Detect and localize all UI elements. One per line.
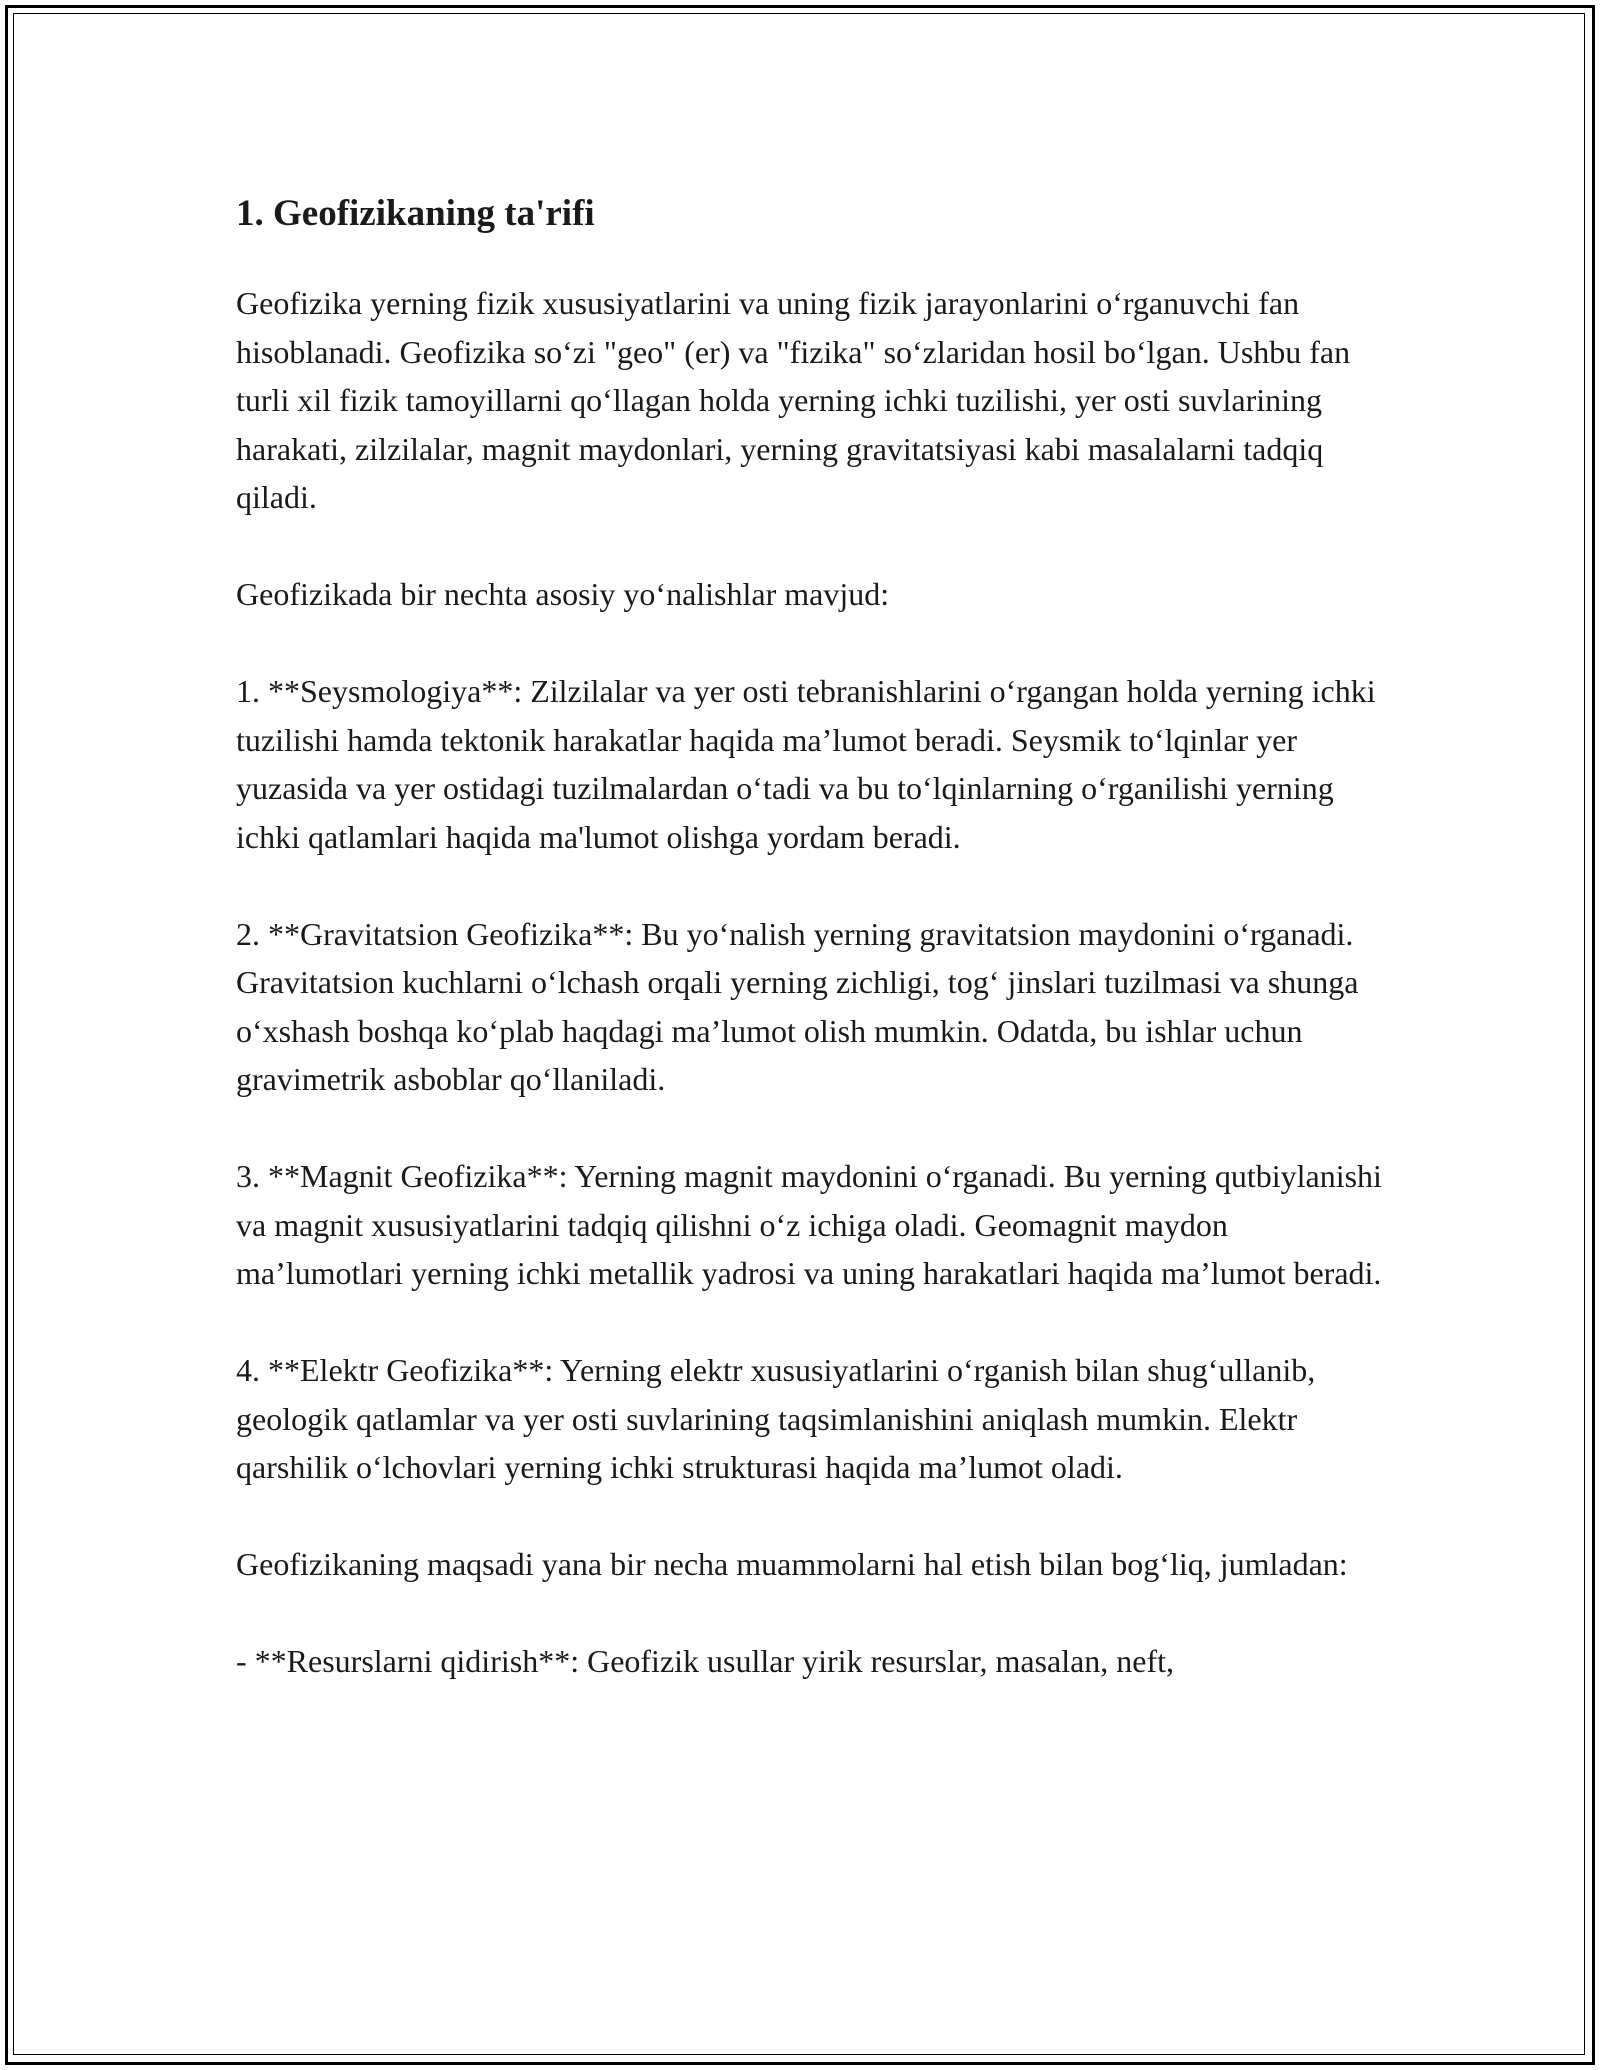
list-item-magnetic: 3. **Magnit Geofizika**: Yerning magnit maydonini o‘rganadi. Bu yerning qutbiylanishi va magnit xususiyatlarini tadqiq qilishni o‘z ichiga oladi. Geomagnit maydon ma’lumotlari yerning ichki metallik yadrosi va uning harakatlari haqida ma’lumot beradi.	[236, 1158, 1382, 1291]
list-item-electric: 4. **Elektr Geofizika**: Yerning elektr xususiyatlarini o‘rganish bilan shug‘ullanib, geologik qatlamlar va yer osti suvlarining taqsimlanishini aniqlash mumkin. Elektr qarshilik o‘lchovlari yerning ichki strukturasi haqida ma’lumot oladi.	[236, 1352, 1316, 1485]
paragraph-definition: Geofizika yerning fizik xususiyatlarini va uning fizik jarayonlarini o‘rganuvchi fan hisoblanadi. Geofizika so‘zi "geo" (er) va "fizika" so‘zlaridan hosil bo‘lgan. Ushbu fan turli xil fizik tamoyillarni qo‘llagan holda yerning ichki tuzilishi, yer osti suvlarining harakati, zilzilalar, magnit maydonlari, yerning gravitatsiyasi kabi masalalarni tadqiq qiladi.	[236, 285, 1351, 515]
paragraph-goals-intro: Geofizikaning maqsadi yana bir necha muammolarni hal etish bilan bog‘liq, jumladan:	[236, 1546, 1348, 1582]
list-item-seismology: 1. **Seysmologiya**: Zilzilalar va yer osti tebranishlarini o‘rgangan holda yerning ichki tuzilishi hamda tektonik harakatlar haqida ma’lumot beradi. Seysmik to‘lqinlar yer yuzasida va yer ostidagi tuzilmalardan o‘tadi va bu to‘lqinlarning o‘rganilishi yerning ichki qatlamlari haqida ma'lumot olishga yordam beradi.	[236, 673, 1376, 855]
section-title: 1. Geofizikaning ta'rifi	[236, 193, 595, 234]
document-page	[236, 186, 1386, 1734]
list-item-resources: - **Resurslarni qidirish**: Geofizik usullar yirik resurslar, masalan, neft,	[236, 1643, 1175, 1679]
list-item-gravity: 2. **Gravitatsion Geofizika**: Bu yo‘nalish yerning gravitatsion maydonini o‘rganadi. Gravitatsion kuchlarni o‘lchash orqali yerning zichligi, tog‘ jinslari tuzilmasi va shunga o‘xshash boshqa ko‘plab haqdagi ma’lumot olish mumkin. Odatda, bu ishlar uchun gravimetrik asboblar qo‘llaniladi.	[236, 915, 1359, 1097]
paragraph-directions-intro: Geofizikada bir nechta asosiy yo‘nalishlar mavjud:	[236, 576, 890, 612]
